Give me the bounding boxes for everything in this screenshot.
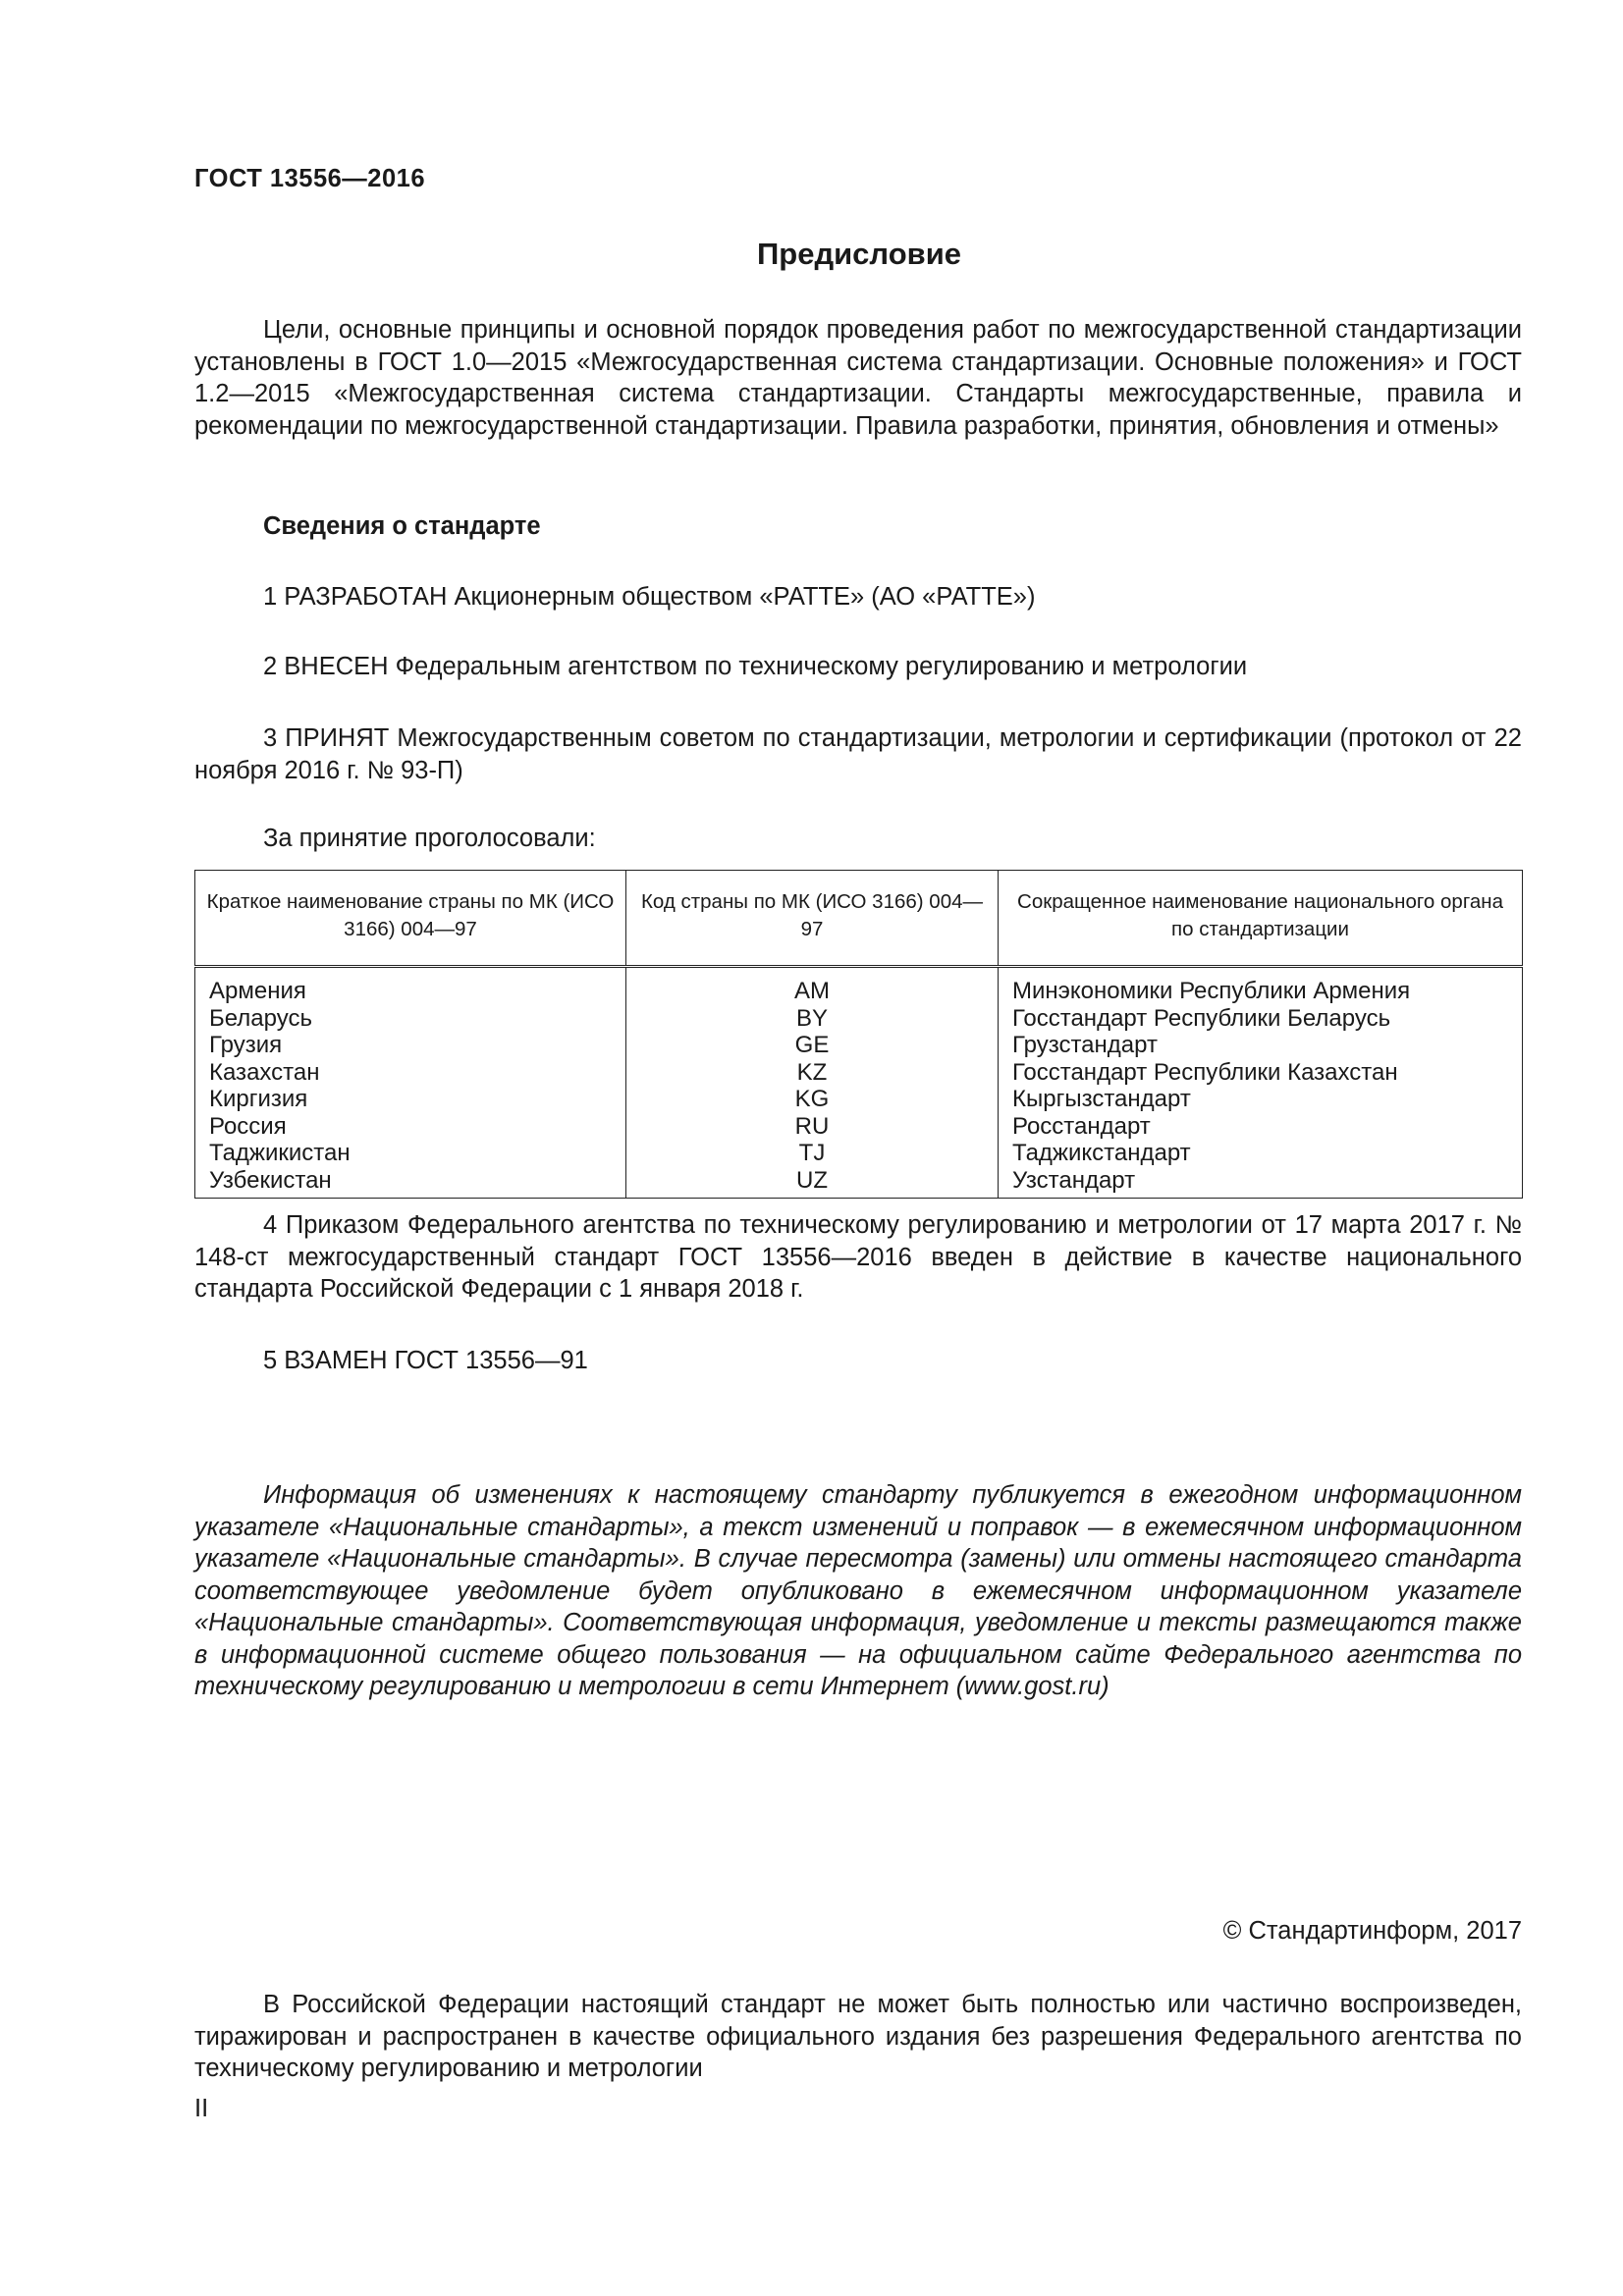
countries-table xyxy=(194,870,1523,1199)
item-introduced: 2 ВНЕСЕН Федеральным агентством по техническому регулированию и метрологии xyxy=(263,653,1248,680)
header-country-code: Код страны по МК (ИСО 3166) 004—97 xyxy=(626,871,999,967)
standards-body: Госстандарт Республики Беларусь xyxy=(999,1005,1523,1033)
country-name: Грузия xyxy=(195,1032,626,1059)
table-header-row xyxy=(195,871,1523,967)
item-enacted xyxy=(194,1209,1522,1306)
item-replaces: 5 ВЗАМЕН ГОСТ 13556—91 xyxy=(263,1347,588,1374)
standards-body: Кыргызстандарт xyxy=(999,1086,1523,1113)
country-name: Киргизия xyxy=(195,1086,626,1113)
country-code: TJ xyxy=(626,1140,999,1167)
rights-notice xyxy=(194,1989,1522,2085)
country-name: Узбекистан xyxy=(195,1167,626,1199)
table-row xyxy=(195,1113,1523,1141)
table-row xyxy=(195,1059,1523,1087)
standards-body: Таджикстандарт xyxy=(999,1140,1523,1167)
item-enacted-text: 4 Приказом Федерального агентства по техническому регулированию и метрологии от 17 марта 2017 г. № 148-ст межгосударственный стандарт ГОСТ 13556—2016 введен в действие в качестве национального стандарта Российской Федерации с 1 января 2018 г. xyxy=(194,1211,1522,1303)
item-adopted-text: 3 ПРИНЯТ Межгосударственным советом по стандартизации, метрологии и сертификации (протокол от 22 ноября 2016 г. № 93-П) xyxy=(194,724,1522,784)
header-country-name: Краткое наименование страны по МК (ИСО 3166) 004—97 xyxy=(195,871,626,967)
country-code: GE xyxy=(626,1032,999,1059)
country-code: BY xyxy=(626,1005,999,1033)
intro-paragraph xyxy=(194,314,1522,442)
changes-notice xyxy=(194,1479,1522,1703)
standards-body: Росстандарт xyxy=(999,1113,1523,1141)
voted-label: За принятие проголосовали: xyxy=(263,825,596,852)
table-row xyxy=(195,1140,1523,1167)
country-code: UZ xyxy=(626,1167,999,1199)
country-code: AM xyxy=(626,967,999,1005)
copyright: © Стандартинформ, 2017 xyxy=(1222,1917,1522,1945)
standards-body: Грузстандарт xyxy=(999,1032,1523,1059)
standards-body: Минэкономики Республики Армения xyxy=(999,967,1523,1005)
info-heading: Сведения о стандарте xyxy=(263,512,541,540)
country-name: Россия xyxy=(195,1113,626,1141)
table-row xyxy=(195,1005,1523,1033)
standards-body: Узстандарт xyxy=(999,1167,1523,1199)
table-row xyxy=(195,1032,1523,1059)
intro-text: Цели, основные принципы и основной порядок проведения работ по межгосударственной стандартизации установлены в ГОСТ 1.0—2015 «Межгосударственная система стандартизации. Основные положения» и ГОСТ 1.2—2015 «Межгосударственная система стандартизации. Стандарты межгосударственные, правила и рекомендации по межгосударственной стандартизации. Правила разработки, принятия, обновления и отмены» xyxy=(194,316,1522,440)
country-name: Казахстан xyxy=(195,1059,626,1087)
table-row xyxy=(195,967,1523,1005)
header-standards-body: Сокращенное наименование национального органа по стандартизации xyxy=(999,871,1523,967)
country-code: RU xyxy=(626,1113,999,1141)
item-adopted xyxy=(194,722,1522,786)
country-name: Беларусь xyxy=(195,1005,626,1033)
country-code: KZ xyxy=(626,1059,999,1087)
page-title: Предисловие xyxy=(756,237,961,271)
country-name: Таджикистан xyxy=(195,1140,626,1167)
country-code: KG xyxy=(626,1086,999,1113)
item-developed: 1 РАЗРАБОТАН Акционерным обществом «РАТТЕ» (АО «РАТТЕ») xyxy=(263,583,1036,611)
document-id: ГОСТ 13556—2016 xyxy=(194,165,426,192)
standards-body: Госстандарт Республики Казахстан xyxy=(999,1059,1523,1087)
changes-notice-text: Информация об изменениях к настоящему стандарту публикуется в ежегодном информационном указателе «Национальные стандарты», а текст изменений и поправок — в ежемесячном информационном указателе «Национальные стандарты». В случае пересмотра (замены) или отмены настоящего стандарта соответствующее уведомление будет опубликовано в ежемесячном информационном указателе «Национальные стандарты». Соответствующая информация, уведомление и тексты размещаются также в информационной системе общего пользования — на официальном сайте Федерального агентства по техническому регулированию и метрологии в сети Интернет (www.gost.ru) xyxy=(194,1481,1522,1700)
rights-notice-text: В Российской Федерации настоящий стандарт не может быть полностью или частично воспроизведен, тиражирован и распространен в качестве официального издания без разрешения Федерального агентства по техническому регулированию и метрологии xyxy=(194,1991,1522,2082)
country-name: Армения xyxy=(195,967,626,1005)
table-row xyxy=(195,1086,1523,1113)
page-number: II xyxy=(194,2095,209,2122)
table-row xyxy=(195,1167,1523,1199)
